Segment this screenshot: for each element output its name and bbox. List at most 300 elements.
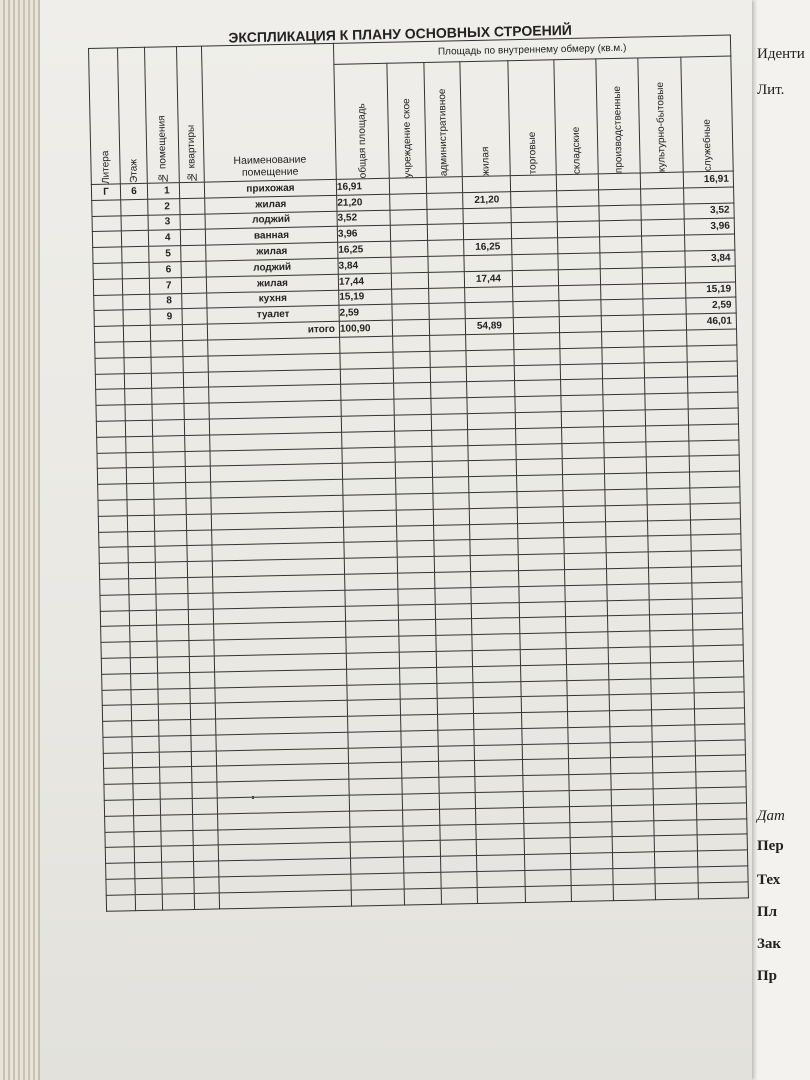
- cell-empty: [340, 352, 393, 369]
- cell-empty: [99, 531, 128, 547]
- cell-empty: [694, 676, 744, 693]
- cell-production: [600, 268, 642, 285]
- header-institutional: [387, 62, 426, 178]
- cell-empty: [570, 821, 612, 838]
- cell-empty: [100, 610, 129, 626]
- cell-empty: [513, 317, 559, 334]
- cell-empty: [438, 745, 474, 762]
- cell-empty: [440, 840, 476, 857]
- totals-total: 100,90: [339, 320, 392, 337]
- cell-empty: [398, 572, 435, 589]
- cell-empty: [696, 803, 746, 820]
- cell-empty: [345, 605, 398, 622]
- cell-empty: [95, 373, 124, 389]
- cell-empty: [561, 395, 603, 412]
- cell-empty: [519, 601, 565, 618]
- cell-empty: [694, 708, 744, 725]
- cell-empty: [650, 662, 693, 679]
- cell-service: 3,84: [685, 250, 735, 267]
- cell-room-no: 2: [148, 198, 180, 214]
- cell-empty: [611, 773, 653, 790]
- cell-empty: [523, 775, 569, 792]
- cell-empty: [519, 585, 565, 602]
- cell-cultural: [642, 267, 685, 284]
- cell-total: 17,44: [338, 273, 391, 290]
- cell-administrative: [428, 240, 464, 257]
- cell-warehouse: [557, 205, 599, 222]
- cell-empty: [562, 458, 604, 475]
- cell-empty: [124, 341, 151, 357]
- header-total: [334, 63, 389, 179]
- cell-empty: [607, 568, 649, 585]
- cell-empty: [466, 334, 514, 351]
- cell-litera: [93, 279, 122, 295]
- cell-empty: [564, 537, 606, 554]
- cell-empty: [607, 584, 649, 601]
- cell-floor: [123, 310, 150, 326]
- cell-empty: [344, 557, 397, 574]
- cell-empty: [104, 800, 133, 816]
- cell-empty: [440, 808, 476, 825]
- cell-empty: [440, 824, 476, 841]
- totals-label: итого: [207, 321, 339, 340]
- cell-empty: [189, 640, 214, 656]
- cell-empty: [152, 420, 184, 436]
- cell-room-no: 3: [148, 214, 180, 230]
- cell-empty: [648, 535, 691, 552]
- cell-empty: [518, 538, 564, 555]
- cell-empty: [431, 382, 467, 399]
- cell-empty: [158, 672, 190, 688]
- header-residential-label: жилая: [480, 146, 492, 176]
- cell-empty: [135, 862, 162, 878]
- cell-empty: [151, 372, 183, 388]
- cell-empty: [647, 472, 690, 489]
- cell-empty: [687, 329, 737, 346]
- cell-empty: [695, 755, 745, 772]
- cell-floor: 6: [120, 183, 147, 199]
- cell-empty: [346, 620, 399, 637]
- cell-empty: [568, 727, 610, 744]
- cell-empty: [644, 362, 687, 379]
- cell-empty: [568, 758, 610, 775]
- cell-empty: [135, 894, 162, 910]
- cell-empty: [132, 720, 159, 736]
- cell-empty: [562, 442, 604, 459]
- cell-empty: [394, 399, 431, 416]
- header-area-group: Площадь по внутреннему обмеру (кв.м.): [333, 35, 730, 64]
- cell-empty: [132, 736, 159, 752]
- cell-empty: [154, 483, 186, 499]
- cell-empty: [606, 552, 648, 569]
- cell-empty: [613, 884, 655, 901]
- cell-empty: [698, 882, 748, 899]
- cell-empty: [191, 719, 216, 735]
- cell-empty: [610, 757, 652, 774]
- cell-empty: [474, 744, 522, 761]
- cell-empty: [396, 509, 433, 526]
- cell-apt-no: [181, 245, 206, 261]
- cell-empty: [398, 604, 435, 621]
- cell-room-name: ванная: [205, 227, 337, 246]
- cell-empty: [105, 831, 134, 847]
- cell-empty: [193, 845, 218, 861]
- cell-empty: [399, 651, 436, 668]
- side-text-1: Иденти: [757, 46, 805, 62]
- cell-empty: [189, 656, 214, 672]
- cell-empty: [158, 704, 190, 720]
- cell-empty: [404, 857, 441, 874]
- cell-empty: [186, 482, 211, 498]
- cell-empty: [517, 475, 563, 492]
- cell-empty: [571, 869, 613, 886]
- cell-empty: [612, 852, 654, 869]
- cell-empty: [655, 867, 698, 884]
- cell-residential: [462, 176, 510, 193]
- explication-table-wrapper: [88, 35, 749, 912]
- cell-empty: [192, 766, 217, 782]
- cell-empty: [124, 373, 151, 389]
- cell-empty: [101, 626, 130, 642]
- cell-empty: [156, 609, 188, 625]
- cell-empty: [162, 878, 194, 894]
- cell-empty: [570, 853, 612, 870]
- header-warehouse: [554, 59, 598, 175]
- cell-empty: [103, 721, 132, 737]
- cell-residential: 21,20: [463, 191, 511, 208]
- cell-empty: [97, 452, 126, 468]
- cell-empty: [341, 399, 394, 416]
- header-production-label: производственные: [611, 85, 625, 174]
- cell-empty: [400, 699, 437, 716]
- cell-empty: [157, 656, 189, 672]
- cell-empty: [350, 842, 403, 859]
- header-cultural: [638, 57, 683, 173]
- cell-cultural: [641, 219, 684, 236]
- cell-empty: [608, 631, 650, 648]
- cell-empty: [432, 461, 468, 478]
- cell-empty: [435, 572, 471, 589]
- cell-empty: [473, 665, 521, 682]
- cell-empty: [435, 603, 471, 620]
- cell-empty: [565, 584, 607, 601]
- cell-empty: [162, 862, 194, 878]
- cell-empty: [98, 484, 127, 500]
- cell-empty: [103, 752, 132, 768]
- cell-empty: [652, 756, 695, 773]
- cell-empty: [156, 593, 188, 609]
- cell-trade: [511, 222, 557, 239]
- cell-empty: [349, 794, 402, 811]
- cell-total: 3,96: [337, 226, 390, 243]
- cell-production: [601, 299, 643, 316]
- cell-administrative: [427, 208, 463, 225]
- cell-empty: [692, 597, 742, 614]
- cell-empty: [523, 759, 569, 776]
- cell-empty: [651, 677, 694, 694]
- cell-empty: [521, 696, 567, 713]
- cell-empty: [192, 798, 217, 814]
- cell-empty: [437, 698, 473, 715]
- cell-empty: [516, 443, 562, 460]
- cell-empty: [101, 642, 130, 658]
- cell-empty: [98, 500, 127, 516]
- cell-empty: [608, 647, 650, 664]
- cell-empty: [401, 714, 438, 731]
- cell-administrative: [426, 177, 462, 194]
- cell-empty: [194, 861, 219, 877]
- cell-empty: [571, 885, 613, 902]
- cell-empty: [690, 487, 740, 504]
- cell-empty: [106, 879, 135, 895]
- cell-empty: [150, 325, 182, 341]
- cell-empty: [514, 348, 560, 365]
- cell-production: [599, 189, 641, 206]
- cell-empty: [560, 348, 602, 365]
- cell-total: 16,91: [336, 178, 389, 195]
- header-floor-label: Этаж: [127, 159, 140, 184]
- cell-empty: [402, 762, 439, 779]
- cell-empty: [518, 522, 564, 539]
- cell-empty: [404, 872, 441, 889]
- cell-empty: [131, 704, 158, 720]
- cell-empty: [525, 885, 571, 902]
- cell-empty: [697, 834, 747, 851]
- cell-empty: [160, 799, 192, 815]
- header-litera-label: Литера: [99, 150, 112, 184]
- cell-empty: [435, 587, 471, 604]
- cell-floor: [123, 294, 150, 310]
- cell-empty: [605, 505, 647, 522]
- cell-empty: [345, 589, 398, 606]
- cell-empty: [439, 793, 475, 810]
- cell-cultural: [641, 204, 684, 221]
- cell-warehouse: [558, 269, 600, 286]
- cell-empty: [431, 398, 467, 415]
- cell-litera: [92, 215, 121, 231]
- cell-trade: [511, 191, 557, 208]
- cell-empty: [132, 752, 159, 768]
- cell-empty: [569, 806, 611, 823]
- cell-empty: [651, 693, 694, 710]
- cell-empty: [128, 547, 155, 563]
- cell-empty: [655, 883, 698, 900]
- cell-empty: [525, 870, 571, 887]
- cell-empty: [653, 772, 696, 789]
- cell-empty: [190, 672, 215, 688]
- cell-empty: [182, 324, 207, 340]
- cell-empty: [694, 692, 744, 709]
- cell-empty: [612, 820, 654, 837]
- cell-empty: [105, 847, 134, 863]
- cell-empty: [652, 741, 695, 758]
- cell-empty: [343, 494, 396, 511]
- cell-empty: [192, 782, 217, 798]
- cell-warehouse: [558, 237, 600, 254]
- cell-empty: [348, 731, 401, 748]
- cell-empty: [643, 314, 686, 331]
- cell-empty: [193, 814, 218, 830]
- cell-empty: [151, 341, 183, 357]
- cell-empty: [605, 489, 647, 506]
- cell-empty: [348, 715, 401, 732]
- cell-room-name: прихожая: [204, 179, 336, 198]
- cell-empty: [467, 381, 515, 398]
- cell-empty: [441, 856, 477, 873]
- cell-empty: [161, 830, 193, 846]
- cell-empty: [473, 681, 521, 698]
- header-apt-no-label: № квартиры: [185, 124, 198, 182]
- header-service-label: служебные: [701, 118, 714, 172]
- cell-empty: [95, 342, 124, 358]
- cell-empty: [95, 358, 124, 374]
- cell-litera: [93, 263, 122, 279]
- cell-administrative: [427, 224, 463, 241]
- cell-total: 3,84: [338, 257, 391, 274]
- cell-empty: [160, 783, 192, 799]
- cell-empty: [402, 778, 439, 795]
- cell-institutional: [390, 193, 427, 210]
- cell-empty: [602, 347, 644, 364]
- cell-empty: [102, 673, 131, 689]
- cell-empty: [130, 626, 157, 642]
- cell-room-no: 9: [150, 309, 182, 325]
- cell-empty: [99, 547, 128, 563]
- cell-empty: [185, 466, 210, 482]
- header-production: [596, 58, 640, 174]
- cell-empty: [97, 437, 126, 453]
- header-room-no: [144, 47, 179, 184]
- cell-empty: [689, 455, 739, 472]
- cell-empty: [346, 636, 399, 653]
- cell-empty: [567, 679, 609, 696]
- cell-empty: [609, 694, 651, 711]
- cell-total: 16,25: [338, 241, 391, 258]
- cell-empty: [133, 783, 160, 799]
- cell-empty: [94, 326, 123, 342]
- cell-empty: [193, 830, 218, 846]
- cell-empty: [602, 362, 644, 379]
- cell-empty: [184, 403, 209, 419]
- cell-empty: [430, 350, 466, 367]
- cell-room-name: жилая: [206, 274, 338, 293]
- cell-empty: [565, 569, 607, 586]
- cell-empty: [473, 697, 521, 714]
- cell-empty: [131, 673, 158, 689]
- cell-empty: [105, 816, 134, 832]
- header-room-no-label: № помещения: [156, 114, 169, 183]
- cell-empty: [157, 625, 189, 641]
- cell-empty: [475, 792, 523, 809]
- cell-empty: [604, 441, 646, 458]
- cell-empty: [345, 573, 398, 590]
- cell-empty: [470, 555, 518, 572]
- cell-empty: [520, 649, 566, 666]
- cell-empty: [394, 414, 431, 431]
- cell-empty: [469, 507, 517, 524]
- cell-empty: [396, 478, 433, 495]
- cell-empty: [470, 539, 518, 556]
- cell-empty: [392, 320, 429, 337]
- cell-empty: [151, 356, 183, 372]
- header-apt-no: [176, 46, 204, 182]
- cell-empty: [437, 682, 473, 699]
- cell-empty: [341, 415, 394, 432]
- cell-empty: [516, 427, 562, 444]
- cell-empty: [689, 424, 739, 441]
- cell-empty: [608, 615, 650, 632]
- cell-empty: [645, 393, 688, 410]
- cell-empty: [646, 456, 689, 473]
- cell-empty: [431, 414, 467, 431]
- cell-empty: [106, 895, 135, 911]
- cell-cultural: [642, 251, 685, 268]
- cell-empty: [472, 649, 520, 666]
- cell-empty: [522, 743, 568, 760]
- cell-empty: [472, 618, 520, 635]
- cell-floor: [121, 199, 148, 215]
- cell-residential: [464, 255, 512, 272]
- cell-apt-no: [179, 182, 204, 198]
- cell-empty: [687, 345, 737, 362]
- header-total-label: общая площадь: [355, 103, 369, 179]
- cell-empty: [474, 713, 522, 730]
- cell-trade: [512, 254, 558, 271]
- cell-empty: [130, 641, 157, 657]
- cell-residential: [463, 207, 511, 224]
- cell-empty: [133, 799, 160, 815]
- cell-warehouse: [557, 190, 599, 207]
- cell-empty: [612, 836, 654, 853]
- side-text-7: Зак: [757, 936, 782, 952]
- header-residential: [460, 61, 510, 177]
- cell-empty: [404, 888, 441, 905]
- cell-empty: [134, 815, 161, 831]
- table-body: [91, 171, 748, 911]
- cell-empty: [127, 483, 154, 499]
- cell-empty: [396, 493, 433, 510]
- side-text-8: Пр: [757, 968, 778, 984]
- cell-empty: [469, 476, 517, 493]
- cell-empty: [523, 791, 569, 808]
- cell-empty: [475, 760, 523, 777]
- side-text-6: Пл: [757, 904, 778, 920]
- cell-empty: [568, 742, 610, 759]
- cell-empty: [430, 335, 466, 352]
- cell-empty: [129, 610, 156, 626]
- cell-empty: [432, 445, 468, 462]
- cell-empty: [152, 404, 184, 420]
- cell-empty: [693, 629, 743, 646]
- cell-empty: [349, 778, 402, 795]
- cell-empty: [184, 387, 209, 403]
- cell-room-name: жилая: [205, 195, 337, 214]
- cell-empty: [651, 709, 694, 726]
- cell-empty: [605, 473, 647, 490]
- cell-empty: [563, 490, 605, 507]
- cell-empty: [134, 847, 161, 863]
- cell-empty: [400, 667, 437, 684]
- cell-room-no: 4: [148, 230, 180, 246]
- cell-litera: [94, 310, 123, 326]
- cell-empty: [190, 703, 215, 719]
- cell-empty: [436, 650, 472, 667]
- cell-empty: [610, 742, 652, 759]
- cell-empty: [183, 356, 208, 372]
- cell-empty: [698, 866, 748, 883]
- cell-floor: [122, 278, 149, 294]
- cell-empty: [687, 361, 737, 378]
